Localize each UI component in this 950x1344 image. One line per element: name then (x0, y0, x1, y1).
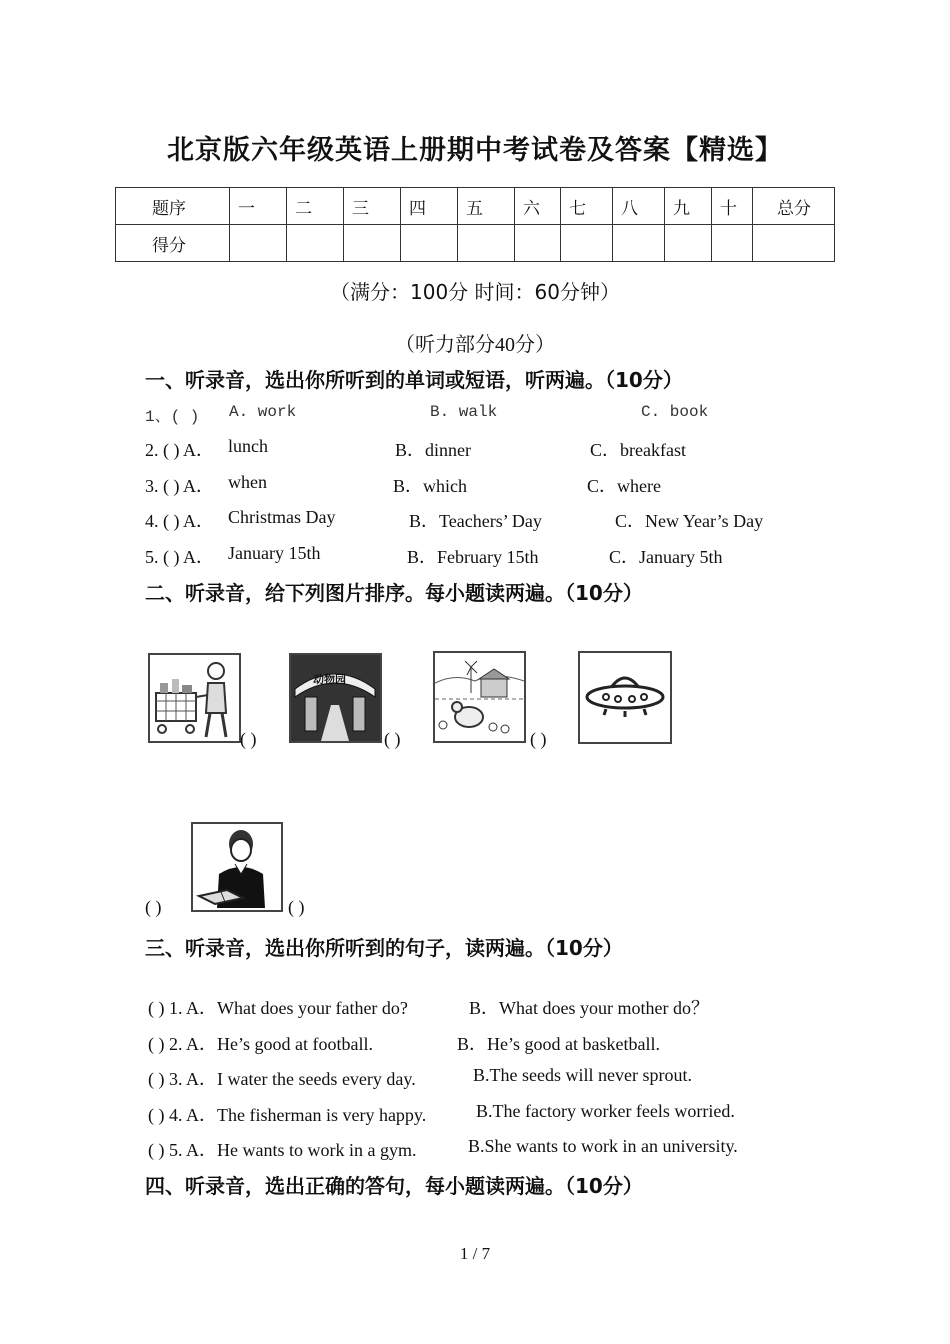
listening-header: （听力部分40分） (395, 334, 555, 356)
score-table (115, 187, 835, 262)
table-cell[interactable] (287, 225, 344, 262)
s3-q2-option-b: B．He’s good at basketball. (457, 1034, 660, 1054)
table-cell[interactable] (515, 225, 561, 262)
table-cell: 十 (712, 188, 753, 225)
q1-option-b: B. walk (430, 403, 498, 421)
table-cell: 二 (287, 188, 344, 225)
zoo-sign: 动物园 (313, 673, 346, 686)
table-cell[interactable] (344, 225, 401, 262)
q3-option-b: B．which (393, 476, 467, 496)
teacher-picture (191, 822, 283, 912)
answer-blank[interactable]: ( ) (145, 897, 162, 917)
table-cell: 五 (458, 188, 515, 225)
table-row (116, 188, 835, 225)
q3-number: 3. ( ) A． (145, 476, 214, 496)
q3-option-a: when (228, 472, 267, 492)
q2-option-c: C．breakfast (590, 440, 686, 460)
s3-q2: ( ) 2. A．He’s good at football. (148, 1034, 373, 1054)
q5-option-b: B．February 15th (407, 547, 539, 567)
table-cell: 总分 (753, 188, 835, 225)
s3-q1-option-b: B．What does your mother do？ (469, 998, 709, 1018)
table-cell[interactable] (613, 225, 665, 262)
page-title: 北京版六年级英语上册期中考试卷及答案【精选】 (167, 135, 783, 166)
section1-heading: 一、听录音，选出你所听到的单词或短语，听两遍。（10分） (145, 368, 683, 392)
answer-blank[interactable]: ( ) (288, 897, 305, 917)
section2-heading: 二、听录音，给下列图片排序。每小题读两遍。（10分） (145, 581, 643, 605)
table-cell: 四 (401, 188, 458, 225)
table-cell: 七 (561, 188, 613, 225)
table-cell[interactable] (401, 225, 458, 262)
q4-option-a: Christmas Day (228, 507, 336, 527)
spaceship-picture (578, 651, 672, 744)
exam-info: （满分：100分 时间：60分钟） (330, 280, 620, 304)
s3-q4-option-b: B.The factory worker feels worried. (476, 1101, 735, 1121)
q1-number: 1、( ) (145, 408, 200, 426)
q1-option-c: C. book (641, 403, 709, 421)
q5-option-c: C．January 5th (609, 547, 723, 567)
q2-option-a: lunch (228, 436, 268, 456)
q2-option-b: B．dinner (395, 440, 471, 460)
table-cell: 题序 (116, 188, 230, 225)
table-cell: 得分 (116, 225, 230, 262)
q5-option-a: January 15th (228, 543, 321, 563)
table-cell: 九 (665, 188, 712, 225)
q3-option-c: C．where (587, 476, 661, 496)
s3-q5: ( ) 5. A．He wants to work in a gym. (148, 1140, 417, 1160)
zoo-picture (289, 653, 382, 743)
q1-option-a: A. work (229, 403, 297, 421)
shopping-picture (148, 653, 241, 743)
table-cell[interactable] (230, 225, 287, 262)
table-cell: 三 (344, 188, 401, 225)
table-cell: 一 (230, 188, 287, 225)
s3-q1: ( ) 1. A．What does your father do? (148, 998, 408, 1018)
page-number: 1 / 7 (459, 1244, 491, 1263)
answer-blank[interactable]: ( ) (240, 729, 257, 749)
s3-q5-option-b: B.She wants to work in an university. (468, 1136, 738, 1156)
table-cell[interactable] (753, 225, 835, 262)
answer-blank[interactable]: ( ) (530, 729, 547, 749)
table-cell[interactable] (458, 225, 515, 262)
section4-heading: 四、听录音，选出正确的答句，每小题读两遍。（10分） (145, 1174, 643, 1198)
q4-option-c: C．New Year’s Day (615, 511, 764, 531)
q5-number: 5. ( ) A． (145, 547, 214, 567)
s3-q3-option-b: B.The seeds will never sprout. (473, 1065, 692, 1085)
q2-number: 2. ( ) A． (145, 440, 214, 460)
s3-q4: ( ) 4. A．The fisherman is very happy. (148, 1105, 427, 1125)
table-row (116, 225, 835, 262)
answer-blank[interactable]: ( ) (384, 729, 401, 749)
table-cell[interactable] (665, 225, 712, 262)
table-cell[interactable] (712, 225, 753, 262)
table-cell[interactable] (561, 225, 613, 262)
table-cell: 六 (515, 188, 561, 225)
section3-heading: 三、听录音，选出你所听到的句子，读两遍。（10分） (145, 936, 623, 960)
table-cell: 八 (613, 188, 665, 225)
q4-number: 4. ( ) A． (145, 511, 214, 531)
s3-q3: ( ) 3. A．I water the seeds every day. (148, 1069, 416, 1089)
q4-option-b: B．Teachers’ Day (409, 511, 542, 531)
farm-picture (433, 651, 526, 743)
